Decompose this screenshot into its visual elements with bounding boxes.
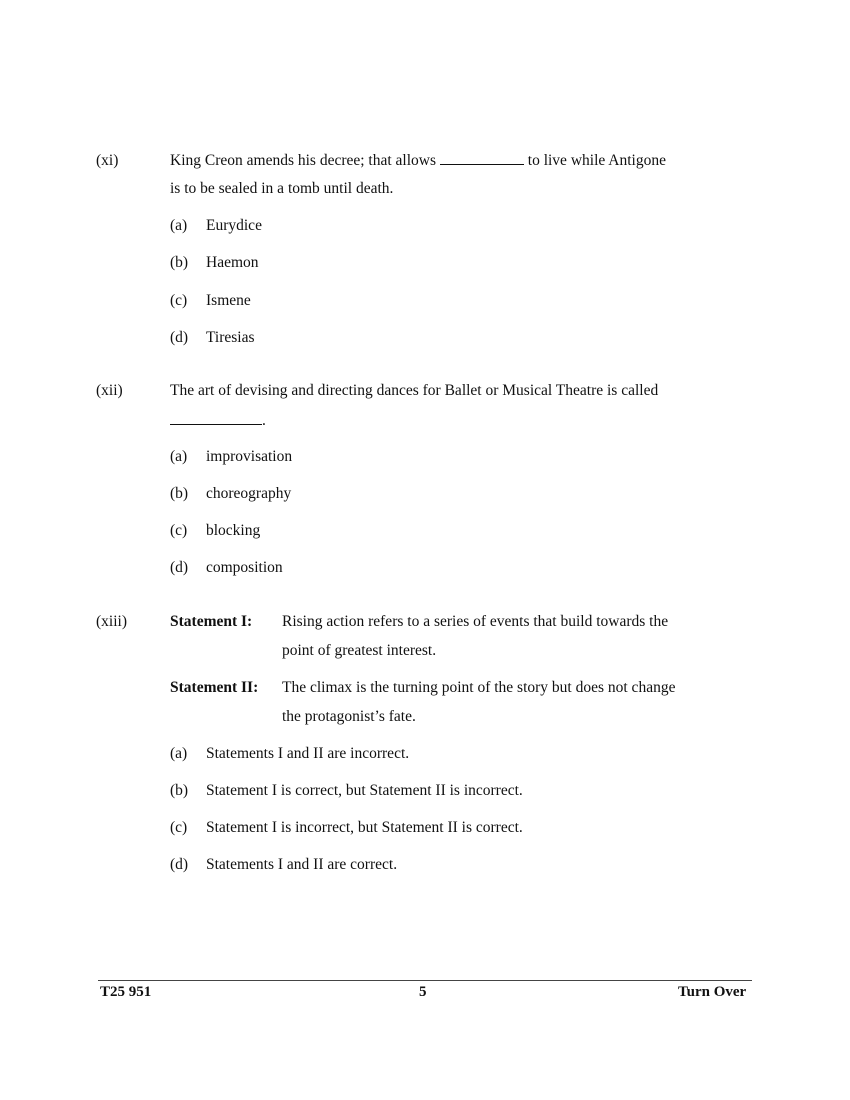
- option-c: (c) blocking: [170, 522, 261, 539]
- question-text-line-1: The art of devising and directing dances for Ballet or Musical Theatre is called: [170, 382, 659, 399]
- question-number: (xi): [96, 152, 119, 169]
- statement-2-line-2: the protagonist’s fate.: [282, 708, 416, 725]
- question-text-line-2: is to be sealed in a tomb until death.: [170, 180, 394, 197]
- option-b: (b) Statement I is correct, but Statement II is incorrect.: [170, 782, 523, 799]
- option-d: (d) Tiresias: [170, 329, 255, 346]
- answer-blank: [440, 163, 524, 165]
- paper-code: T25 951: [100, 984, 152, 1000]
- page-number: 5: [419, 984, 427, 1000]
- turn-over-label: Turn Over: [678, 984, 747, 1000]
- option-c: (c) Statement I is incorrect, but Statement II is correct.: [170, 819, 523, 836]
- question-number: (xiii): [96, 613, 127, 630]
- question-text-line-2: .: [170, 412, 266, 430]
- statement-2-line-1: The climax is the turning point of the story but does not change: [282, 679, 676, 696]
- option-a: (a) improvisation: [170, 448, 293, 465]
- footer-divider: [98, 980, 752, 981]
- option-a: (a) Statements I and II are incorrect.: [170, 745, 410, 762]
- question-number: (xii): [96, 382, 123, 399]
- statement-1-label: Statement I:: [170, 613, 253, 630]
- option-c: (c) Ismene: [170, 292, 251, 309]
- statement-2-label: Statement II:: [170, 679, 259, 696]
- question-text-line-1: King Creon amends his decree; that allows to live while Antigone: [170, 152, 666, 169]
- option-b: (b) choreography: [170, 485, 292, 502]
- option-a: (a) Eurydice: [170, 217, 262, 234]
- statement-1-line-2: point of greatest interest.: [282, 642, 437, 659]
- option-d: (d) Statements I and II are correct.: [170, 856, 398, 873]
- option-b: (b) Haemon: [170, 254, 259, 271]
- option-d: (d) composition: [170, 559, 283, 576]
- statement-1-line-1: Rising action refers to a series of events that build towards the: [282, 613, 669, 630]
- answer-blank: [170, 423, 262, 425]
